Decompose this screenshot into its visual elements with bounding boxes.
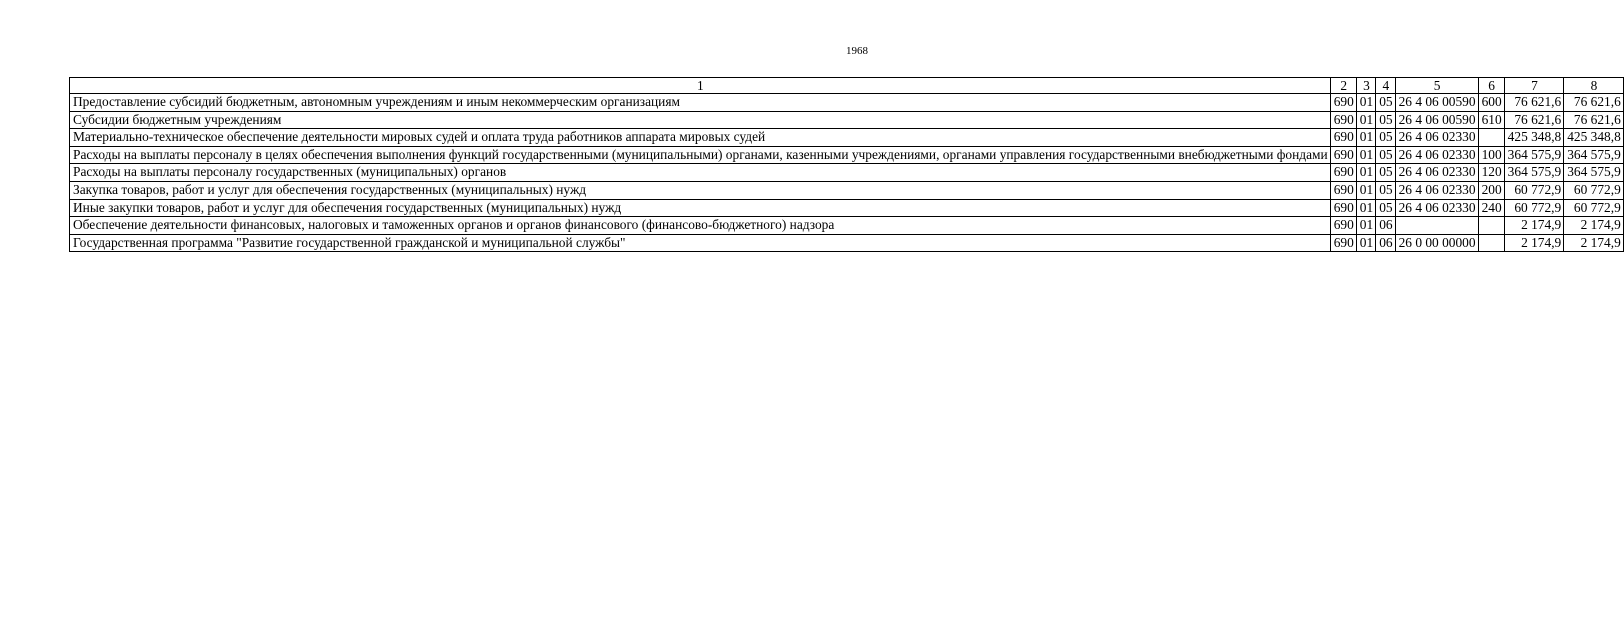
grbs-cell: 690 [1330,217,1356,235]
amount-cell: 76 621,6 [1564,111,1624,129]
grbs-cell: 690 [1330,129,1356,147]
subsection-cell: 05 [1376,129,1395,147]
subsection-cell: 05 [1376,181,1395,199]
amount-cell: 2 174,9 [1504,234,1564,252]
expense-type-cell: 240 [1478,199,1504,217]
amount-cell: 60 772,9 [1564,199,1624,217]
row-name: Материально-техническое обеспечение деятельности мировых судей и оплата труда работников аппарата мировых судей [70,129,1331,147]
amount-cell: 76 621,6 [1504,94,1564,112]
row-name: Государственная программа "Развитие государственной гражданской и муниципальной службы" [70,234,1331,252]
section-cell: 01 [1356,111,1375,129]
column-header: 7 [1504,78,1564,94]
grbs-cell: 690 [1330,199,1356,217]
target-article-cell: 26 4 06 02330 [1395,146,1478,164]
header-row [70,78,1624,94]
grbs-cell: 690 [1330,146,1356,164]
section-cell: 01 [1356,199,1375,217]
amount-cell: 425 348,8 [1564,129,1624,147]
row-name: Обеспечение деятельности финансовых, налоговых и таможенных органов и органов финансового (финансово-бюджетного) надзора [70,217,1331,235]
target-article-cell: 26 0 00 00000 [1395,234,1478,252]
subsection-cell: 05 [1376,94,1395,112]
page-number: 1968 [846,45,868,57]
amount-cell: 2 174,9 [1564,234,1624,252]
amount-cell: 60 772,9 [1564,181,1624,199]
grbs-cell: 690 [1330,181,1356,199]
expense-type-cell [1478,129,1504,147]
row-name: Субсидии бюджетным учреждениям [70,111,1331,129]
target-article-cell: 26 4 06 02330 [1395,164,1478,182]
amount-cell: 364 575,9 [1564,146,1624,164]
amount-cell: 76 621,6 [1564,94,1624,112]
grbs-cell: 690 [1330,164,1356,182]
column-header: 1 [70,78,1331,94]
subsection-cell: 06 [1376,234,1395,252]
expense-type-cell: 100 [1478,146,1504,164]
amount-cell: 364 575,9 [1504,146,1564,164]
grbs-cell: 690 [1330,234,1356,252]
table-row [70,129,1624,147]
amount-cell: 60 772,9 [1504,199,1564,217]
target-article-cell: 26 4 06 02330 [1395,181,1478,199]
amount-cell: 60 772,9 [1504,181,1564,199]
column-header: 3 [1356,78,1375,94]
column-header: 8 [1564,78,1624,94]
row-name: Закупка товаров, работ и услуг для обеспечения государственных (муниципальных) нужд [70,181,1331,199]
column-header: 4 [1376,78,1395,94]
table-row [70,94,1624,112]
expense-type-cell: 120 [1478,164,1504,182]
section-cell: 01 [1356,146,1375,164]
target-article-cell: 26 4 06 00590 [1395,94,1478,112]
section-cell: 01 [1356,234,1375,252]
amount-cell: 364 575,9 [1564,164,1624,182]
column-header: 2 [1330,78,1356,94]
row-name: Расходы на выплаты персоналу государственных (муниципальных) органов [70,164,1331,182]
row-name: Иные закупки товаров, работ и услуг для обеспечения государственных (муниципальных) нужд [70,199,1331,217]
amount-cell: 2 174,9 [1504,217,1564,235]
column-header: 5 [1395,78,1478,94]
expense-type-cell [1478,234,1504,252]
expense-type-cell: 610 [1478,111,1504,129]
section-cell: 01 [1356,94,1375,112]
amount-cell: 364 575,9 [1504,164,1564,182]
subsection-cell: 05 [1376,146,1395,164]
subsection-cell: 06 [1376,217,1395,235]
table-row [70,181,1624,199]
grbs-cell: 690 [1330,94,1356,112]
table-row [70,146,1624,164]
target-article-cell: 26 4 06 02330 [1395,129,1478,147]
amount-cell: 2 174,9 [1564,217,1624,235]
section-cell: 01 [1356,217,1375,235]
table-row [70,164,1624,182]
amount-cell: 76 621,6 [1504,111,1564,129]
section-cell: 01 [1356,129,1375,147]
column-header: 6 [1478,78,1504,94]
expense-type-cell [1478,217,1504,235]
table-row [70,111,1624,129]
table-row [70,199,1624,217]
target-article-cell: 26 4 06 00590 [1395,111,1478,129]
expense-type-cell: 600 [1478,94,1504,112]
subsection-cell: 05 [1376,164,1395,182]
table-row [70,217,1624,235]
amount-cell: 425 348,8 [1504,129,1564,147]
subsection-cell: 05 [1376,199,1395,217]
expense-type-cell: 200 [1478,181,1504,199]
target-article-cell [1395,217,1478,235]
budget-table [69,77,1624,252]
target-article-cell: 26 4 06 02330 [1395,199,1478,217]
section-cell: 01 [1356,164,1375,182]
grbs-cell: 690 [1330,111,1356,129]
row-name: Расходы на выплаты персоналу в целях обеспечения выполнения функций государственными (муниципальными) органами, казенными учреждениями, органами управления государственными внебюджетными фондами [70,146,1331,164]
row-name: Предоставление субсидий бюджетным, автономным учреждениям и иным некоммерческим организациям [70,94,1331,112]
subsection-cell: 05 [1376,111,1395,129]
section-cell: 01 [1356,181,1375,199]
table-row [70,234,1624,252]
